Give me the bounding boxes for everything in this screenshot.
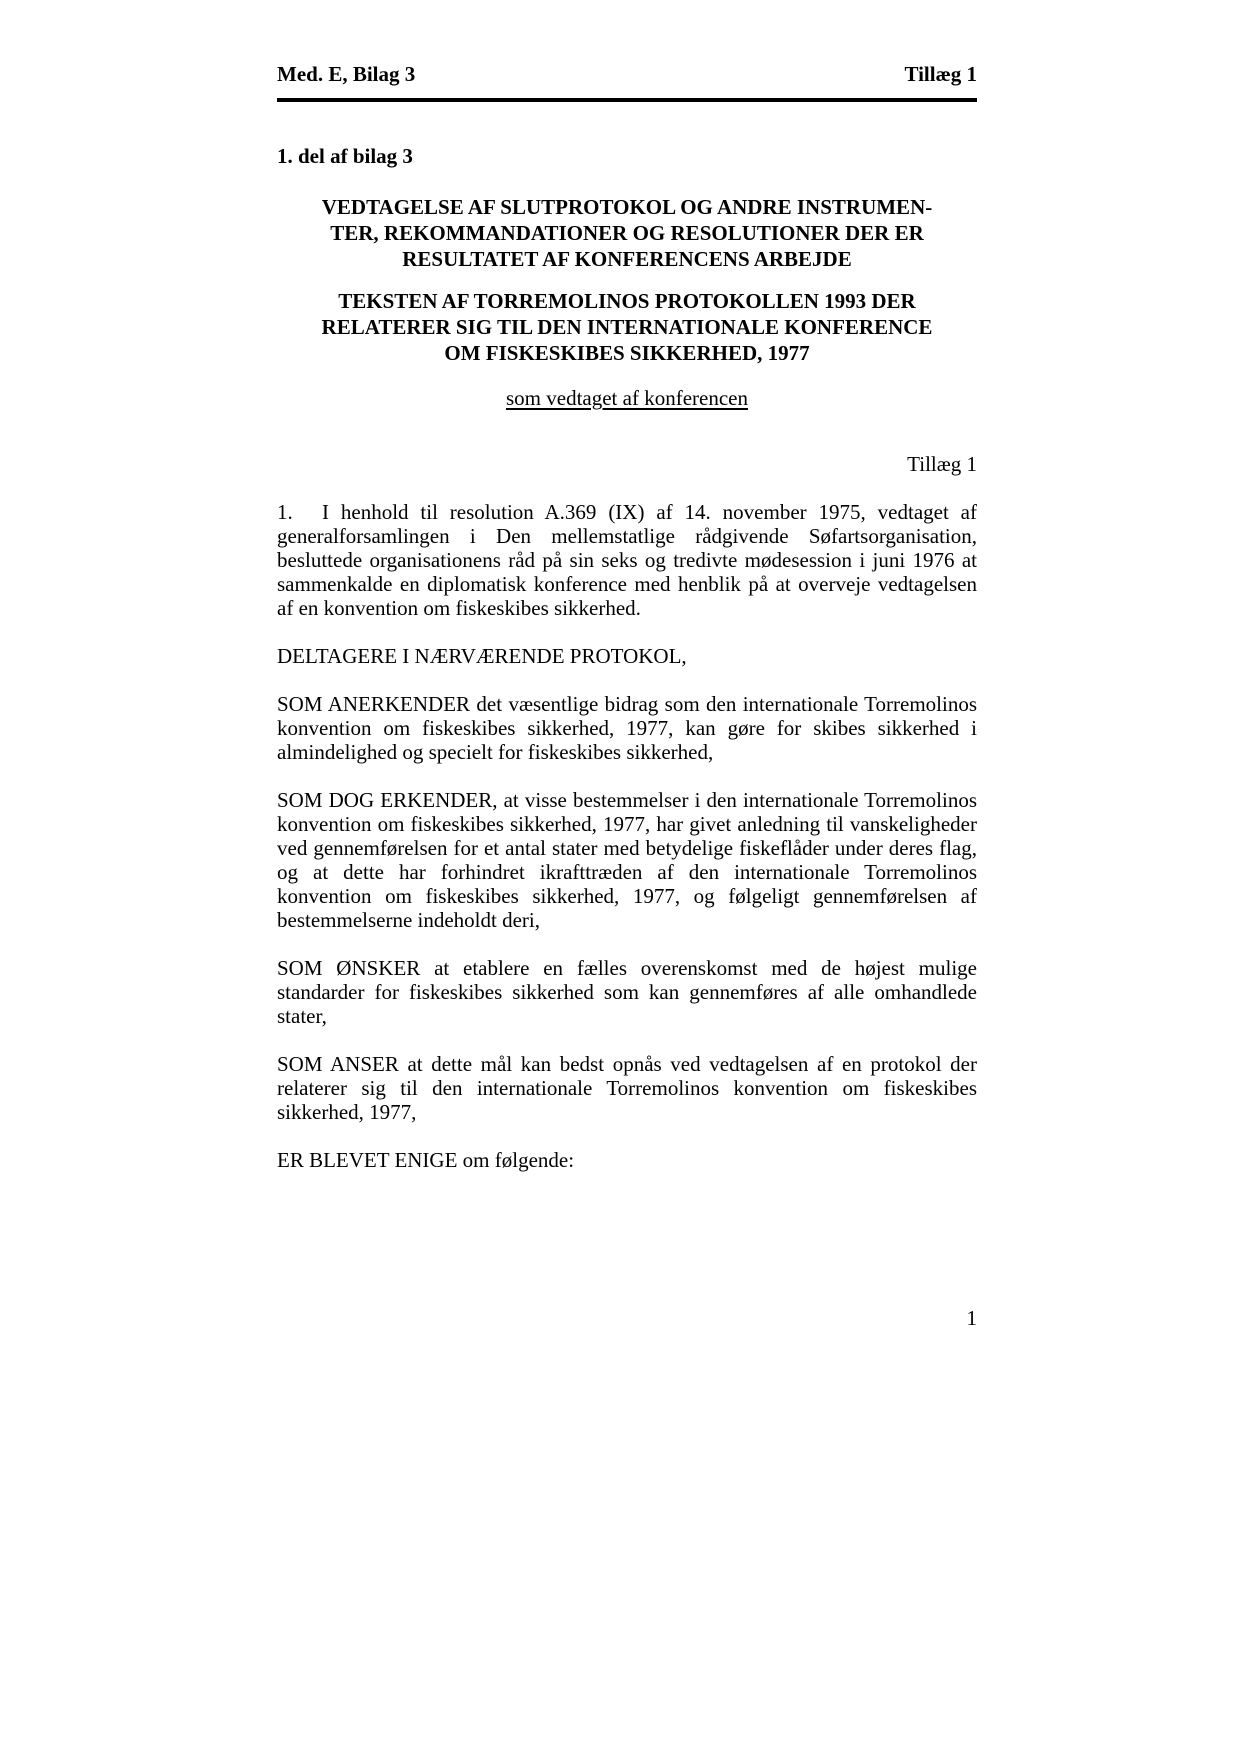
main-title-line: VEDTAGELSE AF SLUTPROTOKOL OG ANDRE INSTRUMEN-: [321, 195, 933, 219]
header-right-label: Tillæg 1: [904, 62, 977, 86]
paragraph-number: 1.: [277, 500, 293, 524]
main-title-line: TER, REKOMMANDATIONER OG RESOLUTIONER DER ER: [330, 221, 924, 245]
subtitle-text: som vedtaget af konferencen: [506, 386, 748, 410]
main-title: [277, 194, 977, 272]
protocol-title-line: RELATERER SIG TIL DEN INTERNATIONALE KONFERENCE: [321, 315, 933, 339]
page-number: 1: [966, 1306, 977, 1330]
paragraph-som-dog-erkender: SOM DOG ERKENDER, at visse bestemmelser i den internationale Torremolinos konvention om fiskeskibes sikkerhed, 1977, har givet anledning til vanskeligheder ved gennemførelsen for et antal stater med betydelige fiskeflåder under deres flag, og at dette har forhindret ikrafttræden af den internationale Torremolinos konvention om fiskeskibes sikkerhed, 1977, og følgeligt gennemførelsen af bestemmelserne indeholdt deri,: [277, 788, 977, 932]
protocol-title-line: OM FISKESKIBES SIKKERHED, 1977: [444, 341, 810, 365]
annex-label: Tillæg 1: [907, 452, 977, 476]
paragraph-numbered-1: [277, 500, 977, 620]
protocol-title: [277, 288, 977, 366]
paragraph-som-onsker: SOM ØNSKER at etablere en fælles overenskomst med de højest mulige standarder for fiskeskibes sikkerhed som kan gennemføres af alle omhandlede stater,: [277, 956, 977, 1028]
main-title-line: RESULTATET AF KONFERENCENS ARBEJDE: [402, 247, 852, 271]
paragraph-som-anerkender: SOM ANERKENDER det væsentlige bidrag som den internationale Torremolinos konvention om fiskeskibes sikkerhed, 1977, kan gøre for skibes sikkerhed i almindelighed og specielt for fiskeskibes sikkerhed,: [277, 692, 977, 764]
header-left-label: Med. E, Bilag 3: [277, 62, 416, 86]
subtitle: [277, 386, 977, 410]
paragraph-text: I henhold til resolution A.369 (IX) af 14. november 1975, vedtaget af generalforsamlingen i Den mellemstatlige rådgivende Søfartsorganisation, besluttede organisationens råd på sin seks og tredivte mødesession i juni 1976 at sammenkalde en diplomatisk konference med henblik på at overveje vedtagelsen af en konvention om fiskeskibes sikkerhed.: [277, 500, 977, 620]
paragraph-er-blevet-enige: ER BLEVET ENIGE om følgende:: [277, 1148, 575, 1172]
section-label: 1. del af bilag 3: [277, 144, 413, 168]
paragraph-som-anser: SOM ANSER at dette mål kan bedst opnås ved vedtagelsen af en protokol der relaterer sig til den internationale Torremolinos konvention om fiskeskibes sikkerhed, 1977,: [277, 1052, 977, 1124]
protocol-title-line: TEKSTEN AF TORREMOLINOS PROTOKOLLEN 1993 DER: [338, 289, 916, 313]
page-header: [277, 62, 977, 102]
paragraph-deltagere: DELTAGERE I NÆRVÆRENDE PROTOKOL,: [277, 644, 687, 668]
